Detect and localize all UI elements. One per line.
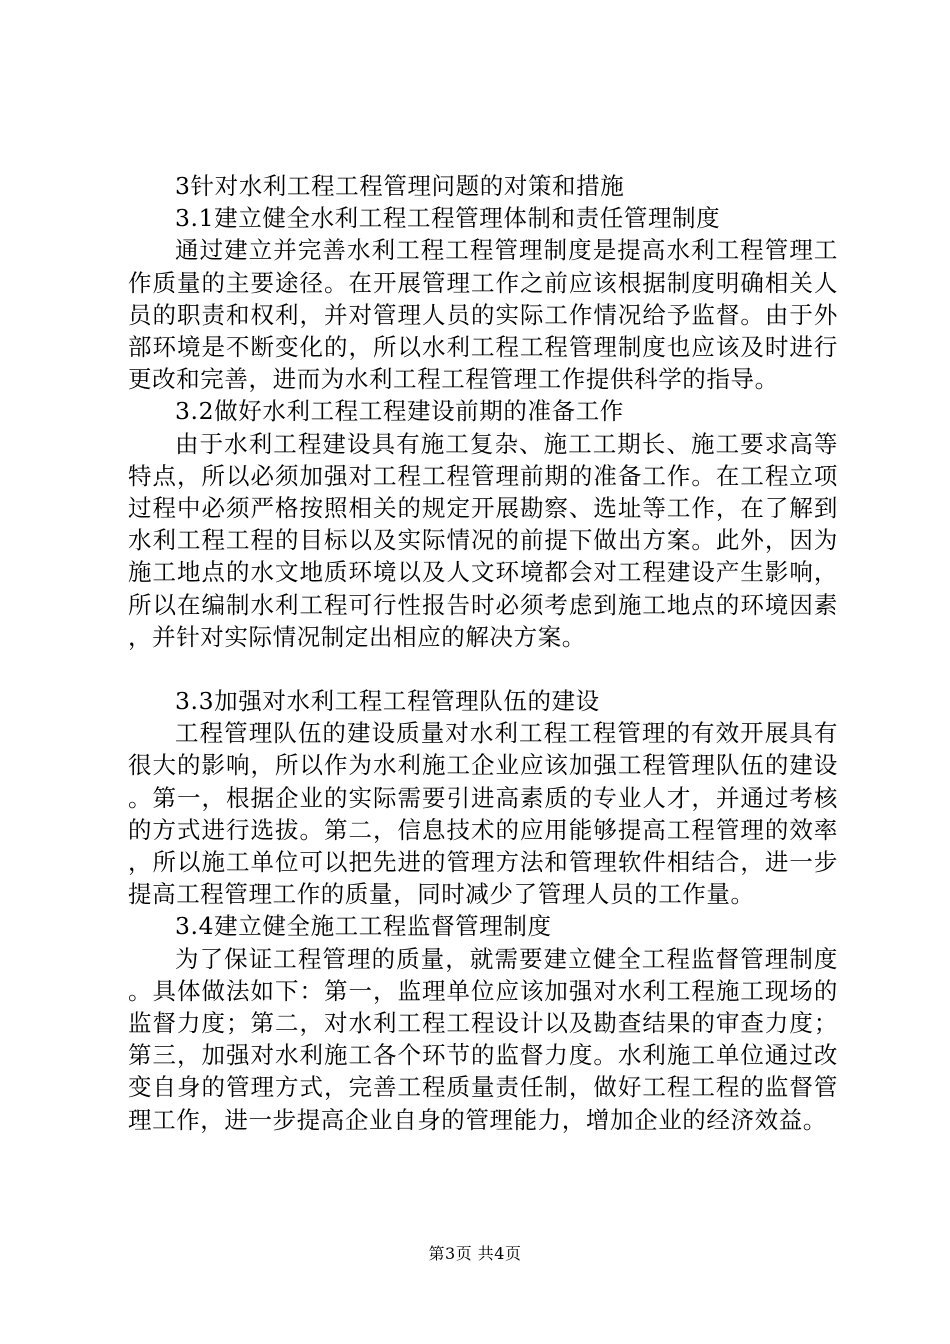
section-heading: 3针对水利工程工程管理问题的对策和措施 [175,172,625,200]
body-paragraph: 由于水利工程建设具有施工复杂、施工工期长、施工要求高等特点，所以必须加强对工程工程管理前期的准备工作。在工程立项过程中必须严格按照相关的规定开展勘察、选址等工作，在了解到水利工程工程的目标以及实际情况的前提下做出方案。此外，因为施工地点的水文地质环境以及人文环境都会对工程建设产生影响，所以在编制水利工程可行性报告时必须考虑到施工地点的环境因素，并针对实际情况制定出相应的解决方案。 [128,429,838,651]
document-body [128,170,838,1136]
blank-line [128,653,838,685]
section-heading: 3.2做好水利工程工程建设前期的准备工作 [175,397,624,426]
page-footer: 第3页 共4页 [428,1244,522,1263]
body-paragraph: 为了保证工程管理的质量，就需要建立健全工程监督管理制度。具体做法如下：第一，监理单位应该加强对水利工程施工现场的监督力度；第二，对水利工程工程设计以及勘查结果的审查力度；第三，加强对水利施工各个环节的监督力度。水利施工单位通过改变自身的管理方式，完善工程质量责任制，做好工程工程的监督管理工作，进一步提高企业自身的管理能力，增加企业的经济效益。 [128,944,838,1134]
section-heading: 3.3加强对水利工程工程管理队伍的建设 [175,687,600,716]
section-heading: 3.1建立健全水利工程工程管理体制和责任管理制度 [175,204,721,233]
body-paragraph: 工程管理队伍的建设质量对水利工程工程管理的有效开展具有很大的影响，所以作为水利施工企业应该加强工程管理队伍的建设。第一，根据企业的实际需要引进高素质的专业人才，并通过考核的方式进行选拔。第二，信息技术的应用能够提高工程管理的效率，所以施工单位可以把先进的管理方法和管理软件相结合，进一步提高工程管理工作的质量，同时减少了管理人员的工作量。 [128,719,838,909]
section-heading: 3.4建立健全施工工程监督管理制度 [175,912,552,941]
body-paragraph: 通过建立并完善水利工程工程管理制度是提高水利工程管理工作质量的主要途径。在开展管理工作之前应该根据制度明确相关人员的职责和权利，并对管理人员的实际工作情况给予监督。由于外部环境是不断变化的，所以水利工程工程管理制度也应该及时进行更改和完善，进而为水利工程工程管理工作提供科学的指导。 [128,236,838,394]
